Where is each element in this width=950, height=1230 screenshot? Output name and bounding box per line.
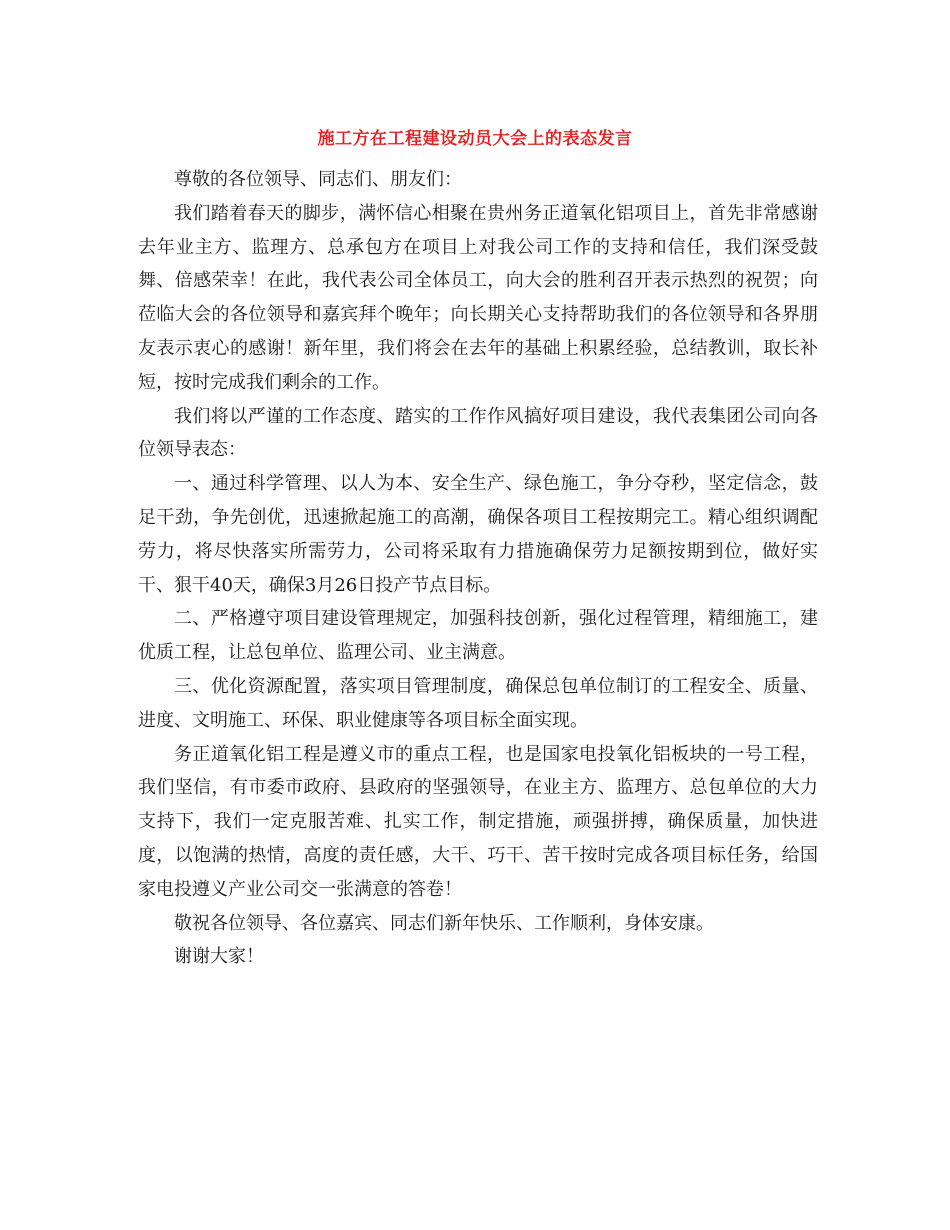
paragraph-pledge-intro: 我们将以严谨的工作态度、踏实的工作作风搞好项目建设，我代表集团公司向各位领导表态： (138, 405, 818, 461)
paragraph-project: 务正道氧化铝工程是遵义市的重点工程，也是国家电投氧化铝板块的一号工程，我们坚信，有市委市政府、县政府的坚强领导，在业主方、监理方、总包单位的大力支持下，我们一定克服苦难、扎实工作，制定措施，顽强拼搏，确保质量，加快进度，以饱满的热情，高度的责任感，大干、巧干、苦干按时完成各项目标任务，给国家电投遵义产业公司交一张满意的答卷！ (138, 743, 818, 900)
salutation: 尊敬的各位领导、同志们、朋友们： (174, 169, 462, 190)
paragraph-pledge-1: 一、通过科学管理、以人为本、安全生产、绿色施工，争分夺秒，坚定信念，鼓足干劲，争先创优，迅速掀起施工的高潮，确保各项目工程按期完工。精心组织调配劳力，将尽快落实所需劳力，公司将采取有力措施确保劳力足额按期到位，做好实干、狠干40天，确保3月26日投产节点目标。 (138, 473, 818, 596)
closing-thanks: 谢谢大家！ (174, 946, 264, 968)
paragraph-pledge-2: 二、严格遵守项目建设管理规定，加强科技创新，强化过程管理，精细施工，建优质工程，让总包单位、监理公司、业主满意。 (138, 608, 818, 664)
paragraph-opening: 我们踏着春天的脚步，满怀信心相聚在贵州务正道氧化铝项目上，首先非常感谢去年业主方、监理方、总承包方在项目上对我公司工作的支持和信任，我们深受鼓舞、倍感荣幸！在此，我代表公司全体员工，向大会的胜利召开表示热烈的祝贺；向莅临大会的各位领导和嘉宾拜个晚年；向长期关心支持帮助我们的各位领导和各界朋友表示衷心的感谢！新年里，我们将会在去年的基础上积累经验，总结教训，取长补短，按时完成我们剩余的工作。 (138, 202, 818, 393)
document-title: 施工方在工程建设动员大会上的表态发言 (317, 129, 633, 149)
paragraph-pledge-3: 三、优化资源配置，落实项目管理制度，确保总包单位制订的工程安全、质量、进度、文明施工、环保、职业健康等各项目标全面实现。 (138, 675, 818, 731)
paragraph-wishes: 敬祝各位领导、各位嘉宾、同志们新年快乐、工作顺利，身体安康。 (174, 912, 714, 934)
document-body (138, 163, 818, 974)
